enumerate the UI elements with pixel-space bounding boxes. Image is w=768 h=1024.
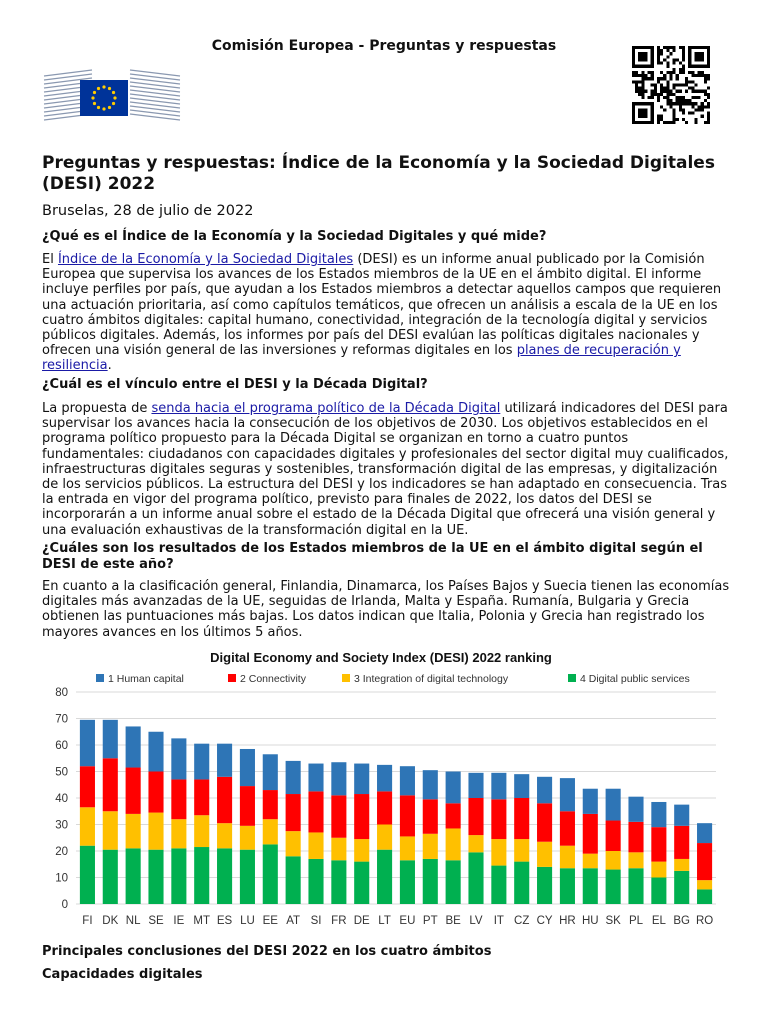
x-tick-label: CZ bbox=[514, 915, 530, 927]
paragraph-3: En cuanto a la clasificación general, Finlandia, Dinamarca, los Países Bajos y Suecia tienen las economías digitales más avanzadas de la UE, seguidas de Irlanda, Malta y España. Rumanía, Bulgaria y Grecia obtienen las puntuaciones más bajas. Los datos indican que Italia, Polonia y Grecia han registrado los mayores avances en los últimos 5 años. bbox=[42, 579, 730, 640]
y-tick-label: 70 bbox=[55, 713, 68, 726]
eu-star-icon bbox=[93, 91, 96, 94]
y-tick-label: 0 bbox=[61, 899, 68, 911]
bar-segment bbox=[628, 822, 643, 852]
bar-segment bbox=[286, 761, 301, 794]
bar-segment bbox=[103, 720, 118, 758]
bar-segment bbox=[377, 825, 392, 850]
bar-segment bbox=[217, 744, 232, 777]
x-tick-label: SE bbox=[148, 915, 164, 927]
bar-segment bbox=[377, 850, 392, 904]
bar-segment bbox=[400, 766, 415, 795]
bar-segment bbox=[286, 794, 301, 831]
bar-segment bbox=[651, 827, 666, 861]
bar-segment bbox=[468, 798, 483, 835]
bar-segment bbox=[377, 765, 392, 792]
bar-segment bbox=[194, 744, 209, 780]
qr-code-icon bbox=[632, 46, 710, 124]
bar-segment bbox=[628, 797, 643, 822]
y-tick-label: 50 bbox=[55, 766, 68, 779]
bar-segment bbox=[514, 798, 529, 839]
bar-segment bbox=[423, 799, 438, 833]
bar-segment bbox=[674, 805, 689, 826]
bar-segment bbox=[560, 868, 575, 904]
eu-star-icon bbox=[113, 96, 116, 99]
bar-segment bbox=[80, 720, 95, 766]
bar-segment bbox=[583, 814, 598, 854]
eu-star-icon bbox=[112, 102, 115, 105]
paragraph-text: El bbox=[42, 252, 58, 267]
x-tick-label: SI bbox=[310, 915, 322, 927]
x-tick-label: AT bbox=[286, 915, 301, 927]
question-1: ¿Qué es el Índice de la Economía y la Sociedad Digitales y qué mide? bbox=[42, 229, 547, 244]
bar-segment bbox=[606, 870, 621, 904]
x-tick-label: HR bbox=[559, 915, 576, 927]
bar-segment bbox=[697, 843, 712, 880]
x-tick-label: HU bbox=[581, 915, 599, 927]
chart-title: Digital Economy and Society Index (DESI) 2022 ranking bbox=[210, 650, 552, 665]
x-tick-label: LV bbox=[469, 915, 483, 927]
bar-segment bbox=[491, 799, 506, 839]
bar-segment bbox=[308, 832, 323, 859]
bar-segment bbox=[468, 852, 483, 904]
x-tick-label: IE bbox=[173, 915, 185, 927]
bar-segment bbox=[606, 851, 621, 870]
subheading-digital-skills: Capacidades digitales bbox=[42, 967, 203, 982]
bar-segment bbox=[491, 773, 506, 800]
bar-segment bbox=[308, 791, 323, 832]
conclusions-heading: Principales conclusiones del DESI 2022 en los cuatro ámbitos bbox=[42, 944, 492, 959]
desi-link[interactable]: Índice de la Economía y la Sociedad Digitales bbox=[57, 252, 354, 267]
legend-label: 1 Human capital bbox=[108, 673, 184, 685]
bar-segment bbox=[80, 846, 95, 904]
recovery-plans-link[interactable]: planes de recuperación y resiliencia bbox=[42, 343, 681, 374]
bar-segment bbox=[263, 819, 278, 844]
legend-swatch bbox=[342, 674, 350, 682]
x-tick-label: DK bbox=[102, 915, 119, 927]
paragraph-text: utilizará indicadores del DESI para supervisar los avances hacia la consecución de los objetivos de 2030. Los objetivos establecidos en el programa político propuesto para la Década Digital se organizan en torno a cuatro puntos fundamentales: ciudadanos con capacidades digitales y profesionales del sector digital muy cualificados, infraestructuras digitales seguras y sostenibles, transformación digital de las empresas, y digitalización de los servicios públicos. La estructura del DESI y los indicadores se han adaptado en consecuencia. Tras la entrada en vigor del programa político, previsto para finales de 2022, los datos del DESI se incorporarán a un informe anual sobre el estado de la Década Digital que ofrecerá una visión general y una evaluación exhaustivas de la transformación digital en la UE. bbox=[42, 401, 729, 538]
bar-segment bbox=[697, 880, 712, 889]
bar-segment bbox=[263, 754, 278, 790]
bar-segment bbox=[674, 826, 689, 859]
bar-segment bbox=[126, 768, 141, 814]
bar-segment bbox=[354, 862, 369, 904]
bar-segment bbox=[606, 789, 621, 821]
bar-segment bbox=[606, 821, 621, 851]
bar-segment bbox=[423, 770, 438, 799]
bar-segment bbox=[697, 889, 712, 904]
bar-segment bbox=[628, 868, 643, 904]
bar-segment bbox=[194, 847, 209, 904]
paragraph-text: (DESI) es un informe anual publicado por la Comisión Europea que supervisa los avances de los Estados miembros de la UE en el ámbito digital. El informe incluye perfiles por país, que ayudan a los Estados miembros a detectar aquellos campos que requieren una actuación prioritaria, así como capítulos temáticos, que ofrecen un análisis a escala de la UE en los cuatro ámbitos digitales: capital humano, conectividad, integración de la tecnología digital y servicios públicos digitales. Además, los informes por país del DESI evalúan las políticas digitales nacionales y ofrecen una visión general de las inversiones y reformas digitales en los bbox=[42, 252, 722, 359]
bar-segment bbox=[583, 789, 598, 814]
x-tick-label: FR bbox=[331, 915, 347, 927]
bar-segment bbox=[331, 795, 346, 837]
bar-segment bbox=[126, 848, 141, 904]
eu-star-icon bbox=[108, 87, 111, 90]
page-title: Preguntas y respuestas: Índice de la Economía y la Sociedad Digitales (DESI) 2022 bbox=[42, 153, 715, 194]
bar-segment bbox=[171, 738, 186, 779]
bar-segment bbox=[240, 850, 255, 904]
bar-segment bbox=[651, 878, 666, 905]
bar-segment bbox=[331, 762, 346, 795]
european-commission-logo bbox=[42, 68, 182, 124]
bar-segment bbox=[103, 850, 118, 904]
header-title: Comisión Europea - Preguntas y respuestas bbox=[211, 38, 557, 54]
bar-segment bbox=[446, 803, 461, 828]
bar-segment bbox=[446, 772, 461, 804]
bar-segment bbox=[468, 773, 483, 798]
bar-segment bbox=[217, 823, 232, 848]
bar-segment bbox=[583, 868, 598, 904]
eu-star-icon bbox=[102, 85, 105, 88]
bar-segment bbox=[651, 802, 666, 827]
question-2: ¿Cuál es el vínculo entre el DESI y la Década Digital? bbox=[42, 377, 428, 392]
bar-segment bbox=[103, 758, 118, 811]
bar-segment bbox=[537, 803, 552, 841]
eu-star-icon bbox=[112, 91, 115, 94]
bar-segment bbox=[331, 860, 346, 904]
bar-segment bbox=[560, 811, 575, 845]
legend-swatch bbox=[228, 674, 236, 682]
bar-segment bbox=[560, 846, 575, 869]
bar-segment bbox=[240, 826, 255, 850]
bar-segment bbox=[80, 807, 95, 845]
bar-segment bbox=[514, 774, 529, 798]
bar-segment bbox=[514, 839, 529, 862]
bar-segment bbox=[697, 823, 712, 843]
bar-segment bbox=[217, 848, 232, 904]
bar-segment bbox=[103, 811, 118, 849]
y-tick-label: 80 bbox=[55, 687, 68, 699]
legend-swatch bbox=[96, 674, 104, 682]
dateline: Bruselas, 28 de julio de 2022 bbox=[42, 203, 254, 219]
y-tick-label: 30 bbox=[55, 819, 68, 832]
bar-segment bbox=[126, 726, 141, 767]
bar-segment bbox=[217, 777, 232, 823]
bar-segment bbox=[171, 779, 186, 819]
x-tick-label: LU bbox=[240, 915, 255, 927]
legend-label: 4 Digital public services bbox=[580, 673, 690, 685]
x-tick-label: BE bbox=[445, 915, 461, 927]
bar-segment bbox=[171, 819, 186, 848]
bar-segment bbox=[148, 813, 163, 850]
eu-star-icon bbox=[91, 96, 94, 99]
bar-segment bbox=[240, 786, 255, 826]
y-tick-label: 60 bbox=[55, 740, 68, 752]
bar-segment bbox=[263, 844, 278, 904]
bar-segment bbox=[491, 866, 506, 904]
x-tick-label: BG bbox=[673, 915, 691, 927]
bar-segment bbox=[354, 794, 369, 839]
bar-segment bbox=[423, 834, 438, 859]
desi-ranking-chart bbox=[36, 644, 726, 930]
bar-segment bbox=[354, 839, 369, 862]
legend-swatch bbox=[568, 674, 576, 682]
bar-segment bbox=[194, 779, 209, 815]
eu-star-icon bbox=[108, 106, 111, 109]
x-tick-label: PT bbox=[422, 915, 438, 927]
bar-segment bbox=[674, 871, 689, 904]
x-tick-label: EL bbox=[651, 915, 666, 927]
x-tick-label: EE bbox=[262, 915, 278, 927]
x-tick-label: DE bbox=[353, 915, 370, 927]
legend-label: 3 Integration of digital technology bbox=[354, 673, 509, 685]
question-3: ¿Cuáles son los resultados de los Estados miembros de la UE en el ámbito digital según el DESI de este año? bbox=[42, 541, 703, 572]
x-tick-label: MT bbox=[193, 915, 211, 927]
paragraph-2 bbox=[42, 401, 732, 538]
x-tick-label: ES bbox=[216, 915, 233, 927]
bar-segment bbox=[560, 778, 575, 811]
bar-segment bbox=[446, 828, 461, 860]
bar-segment bbox=[240, 749, 255, 786]
legend-label: 2 Connectivity bbox=[240, 673, 306, 685]
x-tick-label: IT bbox=[493, 915, 504, 927]
bar-segment bbox=[400, 795, 415, 836]
bar-segment bbox=[537, 777, 552, 804]
bar-segment bbox=[423, 859, 438, 904]
bar-segment bbox=[377, 791, 392, 824]
eu-star-icon bbox=[97, 106, 100, 109]
x-tick-label: NL bbox=[125, 915, 141, 927]
y-tick-label: 40 bbox=[55, 793, 68, 805]
x-tick-label: PL bbox=[628, 915, 644, 927]
bar-segment bbox=[583, 854, 598, 869]
x-tick-label: RO bbox=[695, 915, 714, 927]
bar-segment bbox=[331, 838, 346, 861]
bar-segment bbox=[148, 850, 163, 904]
bar-segment bbox=[148, 772, 163, 813]
bar-segment bbox=[468, 835, 483, 852]
bar-segment bbox=[308, 764, 323, 792]
y-tick-label: 20 bbox=[55, 846, 68, 858]
eu-star-icon bbox=[97, 87, 100, 90]
bar-segment bbox=[446, 860, 461, 904]
x-tick-label: LT bbox=[378, 915, 391, 927]
bar-segment bbox=[308, 859, 323, 904]
bar-segment bbox=[537, 842, 552, 867]
digital-decade-link[interactable]: senda hacia el programa político de la Década Digital bbox=[151, 401, 501, 416]
bar-segment bbox=[80, 766, 95, 807]
x-tick-label: EU bbox=[399, 915, 416, 927]
bar-segment bbox=[354, 764, 369, 794]
paragraph-text: La propuesta de bbox=[42, 401, 152, 416]
eu-star-icon bbox=[93, 102, 96, 105]
bar-segment bbox=[263, 790, 278, 819]
paragraph-text: . bbox=[107, 358, 112, 374]
bar-segment bbox=[400, 860, 415, 904]
y-tick-label: 10 bbox=[55, 872, 68, 885]
x-tick-label: FI bbox=[82, 915, 93, 927]
bar-segment bbox=[674, 859, 689, 871]
bar-segment bbox=[286, 831, 301, 856]
bar-segment bbox=[514, 862, 529, 904]
eu-star-icon bbox=[102, 107, 105, 110]
bar-segment bbox=[194, 815, 209, 847]
bar-segment bbox=[148, 732, 163, 772]
x-tick-label: CY bbox=[536, 915, 553, 927]
paragraph-1 bbox=[42, 252, 732, 374]
bar-segment bbox=[537, 867, 552, 904]
bar-segment bbox=[651, 862, 666, 878]
bar-segment bbox=[286, 856, 301, 904]
x-tick-label: SK bbox=[605, 915, 621, 927]
bar-segment bbox=[491, 839, 506, 866]
bar-segment bbox=[400, 836, 415, 860]
bar-segment bbox=[126, 814, 141, 848]
bar-segment bbox=[171, 848, 186, 904]
bar-segment bbox=[628, 852, 643, 868]
